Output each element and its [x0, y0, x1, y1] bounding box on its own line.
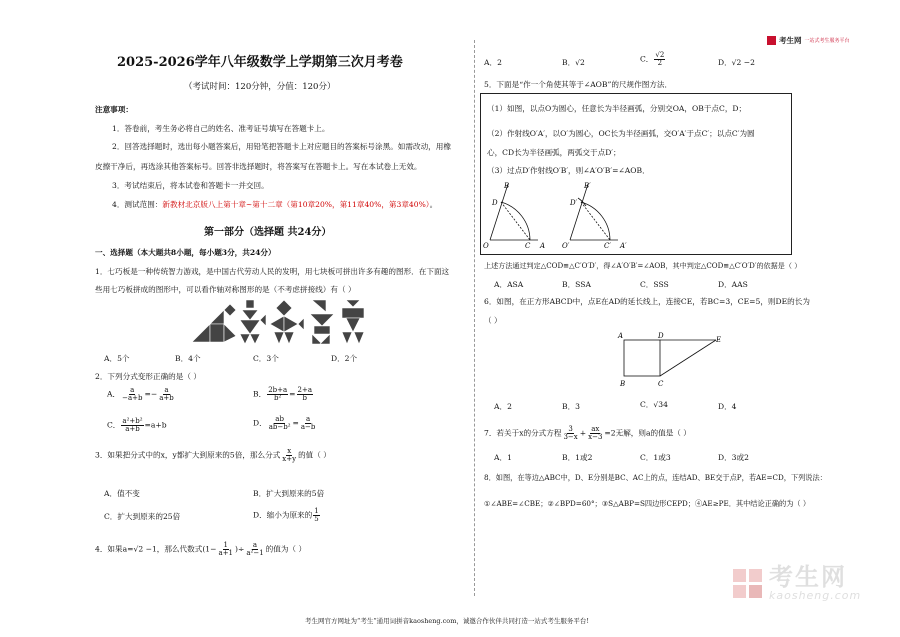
q3-option-c[interactable]: C．扩大到原来的25倍 — [104, 512, 181, 521]
brand-tagline: 一站式考生服务平台 — [804, 38, 850, 44]
q7-stem: 7．若关于x的分式方程 $\frac{3}{3-x}$ + $\frac{ax}{x-3}$ =2无解，则a的值是（ ） — [484, 425, 691, 441]
label-c: C — [658, 380, 664, 388]
square-abcd — [624, 340, 660, 376]
label-d: D — [492, 199, 498, 207]
part1-heading: 第一部分（选择题 共24分） — [204, 227, 332, 238]
q5-stem: 5．下面是“作一个角使其等于∠AOB”的尺规作图方法． — [484, 80, 673, 89]
q1-stem: 些用七巧板拼成的图形中，可以看作轴对称图形的是（不考虑拼接线）有（ ） — [95, 285, 356, 294]
q7-option-b[interactable]: B．1或2 — [562, 453, 593, 462]
scope-red: 新教材北京版八上第十章~第十二章（第10章20%，第11章40%，第3章40%） — [162, 200, 430, 209]
q6-option-b[interactable]: B．3 — [562, 402, 581, 411]
label-b-prime: B′ — [584, 182, 591, 190]
exam-time-info: （考试时间：120分钟，分值：120分） — [184, 82, 336, 92]
label-a: A — [540, 242, 546, 250]
q8-stem: 8．如图，在等边△ABC中，D、E分别是BC、AC上的点，连结AD、BE交于点P，若AE=CD，下列说法： — [484, 473, 827, 482]
q1-option-a[interactable]: A．5个 — [104, 354, 130, 363]
line-ce — [660, 340, 716, 376]
notice-heading: 注意事项： — [95, 105, 133, 114]
brand-logo-icon — [767, 36, 776, 45]
tangram-figure-5 — [342, 300, 364, 344]
q2-option-b[interactable]: B． $\frac{2b+a}{\text{b²}}$ = $\frac{2+a}{b}$ — [253, 386, 313, 402]
test-scope — [112, 200, 437, 209]
q3-option-d[interactable]: D．缩小为原来的 $\frac{1}{5}$ — [253, 507, 319, 523]
q5-option-b[interactable]: B．SSA — [562, 280, 591, 289]
tangram-figure-2 — [240, 300, 266, 344]
angle-aob-figure — [490, 184, 538, 240]
q6-stem: 6．如图，在正方形ABCD中，点E在AD的延长线上，连接CE，若BC=3，CE=5，则DE的长为 — [484, 297, 810, 306]
brand-logo[interactable] — [767, 35, 850, 46]
q5-step-2: （2）作射线O′A′，以O′为圆心，OC长为半径画弧，交O′A′于点C′；以点C′为圆 — [487, 129, 755, 138]
q5-figures — [482, 178, 642, 250]
column-divider — [474, 40, 475, 596]
q3-stem: 3．如果把分式中的x，y都扩大到原来的5倍，那么分式 $\frac{x}{x+y}$ 的值（ ） — [95, 447, 331, 463]
brand-watermark — [733, 565, 861, 602]
watermark-en: kaosheng.com — [769, 589, 862, 602]
watermark-cn: 考生网 — [769, 563, 847, 591]
q5-step-2b: 心，CD长为半径画弧，两弧交于点D′； — [487, 148, 621, 157]
q1-option-b[interactable]: B．4个 — [175, 354, 201, 363]
q4-option-a[interactable]: A．2 — [484, 58, 502, 67]
label-e: E — [716, 336, 722, 344]
q7-option-c[interactable]: C．1或3 — [640, 453, 671, 462]
q4-option-c[interactable]: C． $\frac{√2}{2}$ — [640, 51, 665, 67]
tangram-figures — [190, 298, 370, 348]
q5-step-1: （1）如图，以点O为圆心，任意长为半径画弧，分别交OA，OB于点C，D； — [487, 104, 747, 113]
footer-note: 考生网官方网址为“考生”通用词拼音kaosheng.com，诚邀合作伙伴共同打造一站式考生服务平台! — [305, 617, 589, 625]
section-heading: 一、选择题（本大题共8小题，每小题3分，共24分） — [95, 248, 276, 257]
tangram-figure-4 — [310, 300, 334, 344]
q6-option-c[interactable]: C．√34 — [640, 400, 668, 409]
q2-option-c[interactable]: C． $\frac{\text{a²+b²}}{a+b}$ =a+b — [107, 417, 167, 433]
q7-option-d[interactable]: D．3或2 — [718, 453, 749, 462]
q6-stem: （ ） — [484, 316, 502, 325]
notice-item: 2．回答选择题时，选出每小题答案后，用铅笔把答题卡上对应题目的答案标号涂黑。如需改动，用橡 — [112, 142, 451, 151]
q5-tail: 上述方法通过判定△COD≌△C′O′D′，得∠A′O′B′=∠AOB，其中判定△COD≌△C′O′D′的依据是（ ） — [484, 261, 802, 270]
brand-name: 考生网 — [779, 36, 802, 45]
label-o: O — [483, 242, 489, 250]
q5-option-d[interactable]: D．AAS — [718, 280, 748, 289]
tangram-figure-1 — [192, 304, 236, 342]
q6-square-figure — [612, 328, 732, 388]
label-a: A — [618, 332, 624, 340]
q7-option-a[interactable]: A．1 — [494, 453, 512, 462]
q1-stem: 1．七巧板是一种传统智力游戏，是中国古代劳动人民的发明，用七块板可拼出许多有趣的图形．在下面这 — [95, 267, 450, 276]
q5-step-3: （3）过点D′作射线O′B′，则∠A′O′B′=∠AOB． — [487, 166, 650, 175]
label-c: C — [525, 242, 531, 250]
q2-stem: 2．下列分式变形正确的是（ ） — [95, 372, 201, 381]
label-d-prime: D′ — [570, 199, 578, 207]
q1-option-c[interactable]: C．3个 — [253, 354, 279, 363]
notice-item: 皮擦干净后，再选涂其他答案标号。回答非选择题时，将答案写在答题卡上。写在本试卷上无效。 — [95, 162, 422, 171]
q6-option-d[interactable]: D．4 — [718, 402, 737, 411]
scope-prefix: 4．测试范围： — [112, 200, 163, 209]
q8-statements: ①∠ABE=∠CBE；②∠BPD=60°；③S△ABP=S四边形CEPD；④AE≥PE．其中结论正确的为（ ） — [484, 499, 811, 508]
label-b: B — [620, 380, 626, 388]
watermark-logo-icon — [733, 569, 763, 599]
q1-option-d[interactable]: D．2个 — [331, 354, 358, 363]
notice-item: 1．答卷前，考生务必将自己的姓名、准考证号填写在答题卡上。 — [112, 124, 330, 133]
q2-option-d[interactable]: D． $\frac{ab}{\text{ab−b²}}$ = $\frac{a}{a-b}$ — [253, 415, 316, 431]
q4-stem: 4．如果a=√2 −1，那么代数式(1− $\frac{1}{a+1}$ )÷ $\frac{a}{\text{a²−1}}$ 的值为（ ） — [95, 541, 307, 557]
scope-suffix: 。 — [429, 200, 438, 209]
q6-option-a[interactable]: A．2 — [494, 402, 512, 411]
q2-option-a[interactable]: A． $\frac{a}{-a+b}$ =− $\frac{a}{a+b}$ — [107, 386, 174, 402]
q3-option-b[interactable]: B．扩大到原来的5倍 — [253, 489, 325, 498]
q5-option-a[interactable]: A．ASA — [494, 280, 524, 289]
tangram-figure-3 — [270, 300, 304, 344]
q4-option-d[interactable]: D．√2 −2 — [718, 58, 755, 67]
q3-option-a[interactable]: A．值不变 — [104, 489, 140, 498]
label-o-prime: O′ — [562, 242, 570, 250]
label-b: B — [504, 182, 510, 190]
q5-option-c[interactable]: C．SSS — [640, 280, 669, 289]
page-title: 2025-2026学年八年级数学上学期第三次月考卷 — [117, 55, 403, 70]
label-a-prime: A′ — [620, 242, 627, 250]
label-d: D — [658, 332, 664, 340]
q4-option-b[interactable]: B．√2 — [562, 58, 585, 67]
label-c-prime: C′ — [604, 242, 611, 250]
angle-copy-figure — [570, 184, 618, 240]
notice-item: 3．考试结束后，将本试卷和答题卡一并交回。 — [112, 181, 269, 190]
